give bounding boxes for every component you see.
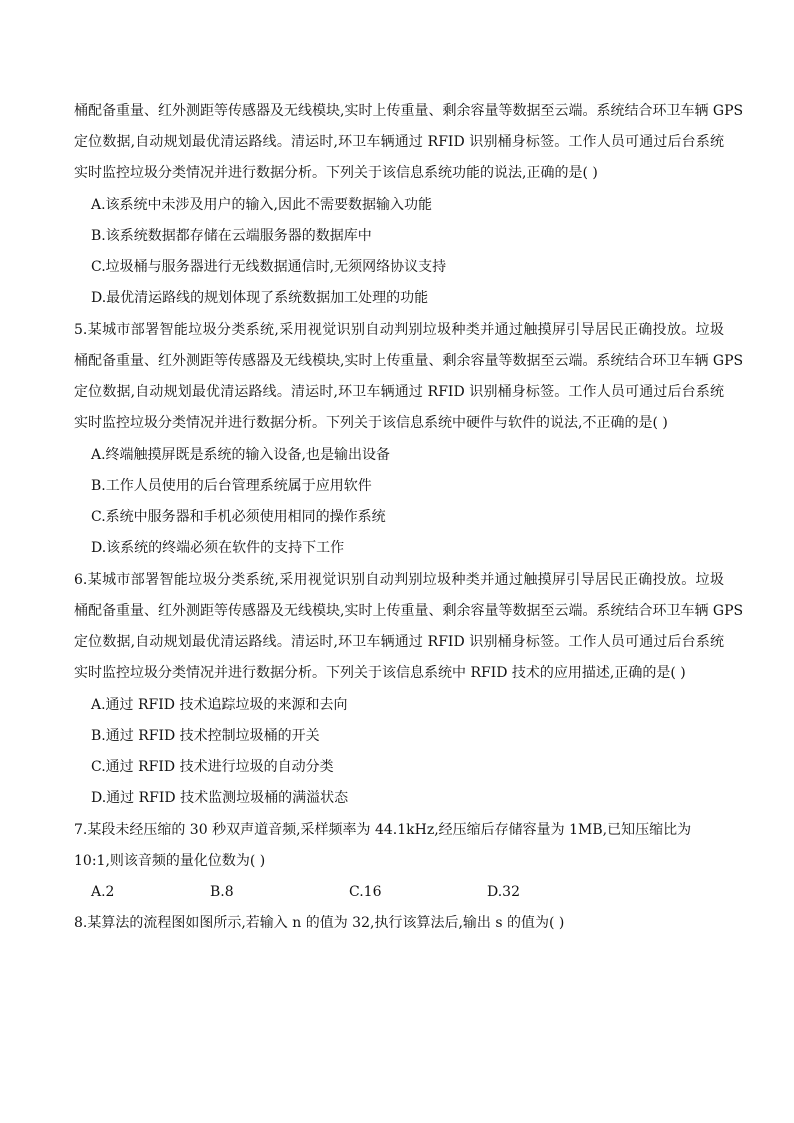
- q6-stem-line-4: 实时监控垃圾分类情况并进行数据分析。下列关于该信息系统中 RFID 技术的应用描述,正确的是( ): [74, 665, 686, 681]
- q7-stem-line-1: 7.某段未经压缩的 30 秒双声道音频,采样频率为 44.1kHz,经压缩后存储容量为 1MB,已知压缩比为: [74, 822, 692, 838]
- q5-option-d: D.该系统的终端必须在软件的支持下工作: [91, 540, 345, 556]
- q6-option-c: C.通过 RFID 技术进行垃圾的自动分类: [91, 759, 334, 775]
- q8-stem-line-1: 8.某算法的流程图如图所示,若输入 n 的值为 32,执行该算法后,输出 s 的值为( ): [74, 915, 565, 931]
- q5-stem-line-4: 实时监控垃圾分类情况并进行数据分析。下列关于该信息系统中硬件与软件的说法,不正确的是( ): [74, 415, 668, 431]
- q6-option-a: A.通过 RFID 技术追踪垃圾的来源和去向: [91, 697, 348, 713]
- q5-option-a: A.终端触摸屏既是系统的输入设备,也是输出设备: [91, 447, 391, 463]
- q6-stem-line-1: 6.某城市部署智能垃圾分类系统,采用视觉识别自动判别垃圾种类并通过触摸屏引导居民正确投放。垃圾: [74, 572, 724, 588]
- q5-option-b: B.工作人员使用的后台管理系统属于应用软件: [91, 478, 372, 494]
- q4-stem-line-1: 桶配备重量、红外测距等传感器及无线模块,实时上传重量、剩余容量等数据至云端。系统结合环卫车辆 GPS: [74, 103, 744, 119]
- q7-choice-c: C.16: [349, 884, 382, 900]
- q7-choice-d: D.32: [487, 884, 520, 900]
- q4-stem-line-2: 定位数据,自动规划最优清运路线。清运时,环卫车辆通过 RFID 识别桶身标签。工作人员可通过后台系统: [74, 134, 724, 150]
- q6-stem-line-3: 定位数据,自动规划最优清运路线。清运时,环卫车辆通过 RFID 识别桶身标签。工作人员可通过后台系统: [74, 634, 724, 650]
- q6-option-d: D.通过 RFID 技术监测垃圾桶的满溢状态: [91, 790, 349, 806]
- q7-choice-b: B.8: [210, 884, 234, 900]
- q4-stem-line-3: 实时监控垃圾分类情况并进行数据分析。下列关于该信息系统功能的说法,正确的是( ): [74, 165, 598, 181]
- q4-option-c: C.垃圾桶与服务器进行无线数据通信时,无须网络协议支持: [91, 259, 447, 275]
- q7-stem-line-2: 10:1,则该音频的量化位数为( ): [74, 853, 266, 869]
- q4-option-b: B.该系统数据都存储在云端服务器的数据库中: [91, 228, 372, 244]
- q5-stem-line-3: 定位数据,自动规划最优清运路线。清运时,环卫车辆通过 RFID 识别桶身标签。工作人员可通过后台系统: [74, 384, 724, 400]
- q5-option-c: C.系统中服务器和手机必须使用相同的操作系统: [91, 509, 386, 525]
- q5-stem-line-1: 5.某城市部署智能垃圾分类系统,采用视觉识别自动判别垃圾种类并通过触摸屏引导居民正确投放。垃圾: [74, 322, 724, 338]
- q6-stem-line-2: 桶配备重量、红外测距等传感器及无线模块,实时上传重量、剩余容量等数据至云端。系统结合环卫车辆 GPS: [74, 603, 744, 619]
- q6-option-b: B.通过 RFID 技术控制垃圾桶的开关: [91, 728, 320, 744]
- q4-option-a: A.该系统中未涉及用户的输入,因此不需要数据输入功能: [91, 197, 433, 213]
- q4-option-d: D.最优清运路线的规划体现了系统数据加工处理的功能: [91, 290, 429, 306]
- q5-stem-line-2: 桶配备重量、红外测距等传感器及无线模块,实时上传重量、剩余容量等数据至云端。系统结合环卫车辆 GPS: [74, 353, 744, 369]
- q7-choice-a: A.2: [91, 884, 115, 900]
